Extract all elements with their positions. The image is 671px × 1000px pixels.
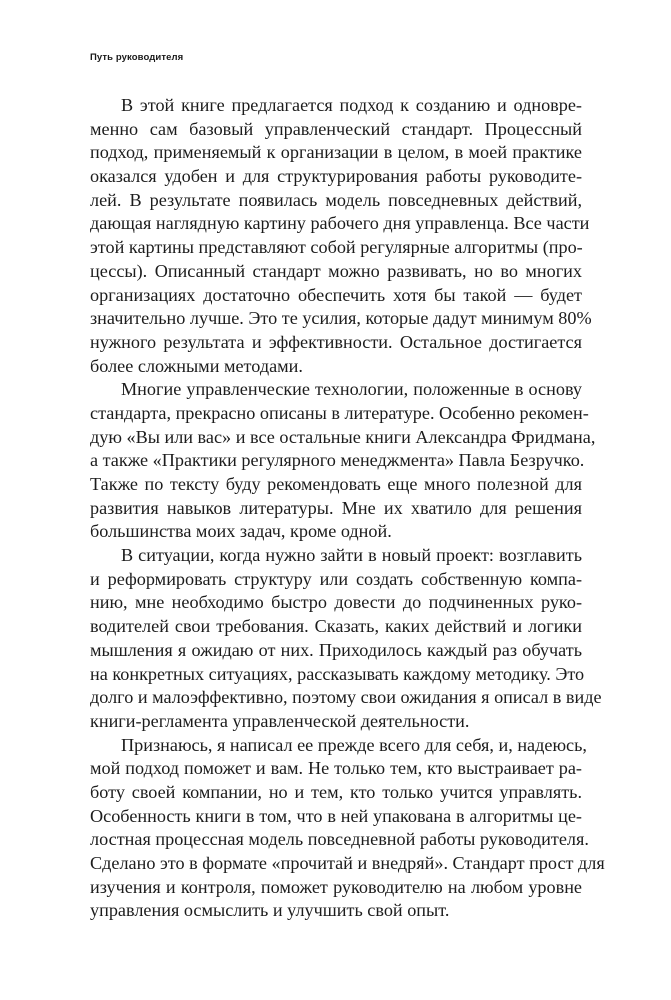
text-line: подход, применяемый к организации в целом, в моей практике [90, 142, 582, 163]
text-line: мой подход поможет и вам. Не только тем, кто выстраивает ра- [90, 758, 582, 779]
paragraph-3 [90, 544, 602, 734]
text-line: на конкретных ситуациях, рассказывать каждому методику. Это [90, 663, 585, 684]
text-line: дающая наглядную картину рабочего дня управленца. Все части [90, 213, 590, 234]
paragraph-1 [90, 94, 592, 378]
text-line: дую «Вы или вас» и все остальные книги Александра Фридмана, [90, 426, 596, 447]
text-line: Признаюсь, я написал ее прежде всего для себя, и, надеюсь, [121, 734, 587, 755]
text-line: лей. В результате появилась модель повседневных действий, [90, 189, 582, 210]
text-line: большинства моих задач, кроме одной. [90, 521, 392, 542]
text-line: нужного результата и эффективности. Остальное достигается [90, 331, 582, 352]
text-line: Многие управленческие технологии, положенные в основу [121, 379, 582, 400]
text-line: нию, мне необходимо быстро довести до подчиненных руко- [90, 592, 582, 613]
paragraph-2 [90, 378, 596, 544]
text-line: Особенность книги в том, что в ней упакована в алгоритмы це- [90, 805, 582, 826]
text-line: и реформировать структуру или создать собственную компа- [90, 568, 582, 589]
text-line: книги-регламента управленческой деятельности. [90, 710, 470, 731]
text-line: изучения и контроля, поможет руководителю на любом уровне [90, 876, 582, 897]
body-text [90, 94, 605, 923]
text-line: этой картины представляют собой регулярные алгоритмы (про- [90, 237, 583, 258]
text-line: лостная процессная модель повседневной работы руководителя. [90, 829, 589, 850]
text-line: Также по тексту буду рекомендовать еще много полезной для [90, 474, 582, 494]
text-line: организациях достаточно обеспечить хотя бы такой — будет [90, 284, 582, 305]
text-line: развития навыков литературы. Мне их хватило для решения [90, 497, 582, 518]
text-line: боту своей компании, но и тем, кто только учится управлять. [90, 781, 582, 802]
text-line: водителей свои требования. Сказать, каких действий и логики [90, 616, 582, 637]
text-line: В этой книге предлагается подход к созданию и одновре- [121, 95, 582, 115]
text-line: управления осмыслить и улучшить свой опыт. [90, 900, 450, 921]
text-line: стандарта, прекрасно описаны в литературе. Особенно рекомен- [90, 402, 589, 423]
text-line: В ситуации, когда нужно зайти в новый проект: возглавить [121, 545, 582, 566]
paragraph-4 [90, 734, 605, 924]
text-line: мышления я ожидаю от них. Приходилось каждый раз обучать [90, 639, 582, 660]
text-line: долго и малоэффективно, поэтому свои ожидания я описал в виде [90, 687, 602, 708]
text-line: более сложными методами. [90, 355, 303, 376]
text-line: Сделано это в формате «прочитай и внедряй». Стандарт прост для [90, 853, 605, 873]
text-line: значительно лучше. Это те усилия, которые дадут минимум 80% [90, 308, 592, 329]
text-line: цессы). Описанный стандарт можно развивать, но во многих [90, 260, 582, 281]
text-line: а также «Практики регулярного менеджмента» Павла Безручко. [90, 450, 585, 471]
running-head-title: Путь руководителя [90, 52, 184, 63]
text-line: оказался удобен и для структурирования работы руководите- [90, 166, 582, 187]
text-line: менно сам базовый управленческий стандарт. Процессный [90, 118, 582, 139]
